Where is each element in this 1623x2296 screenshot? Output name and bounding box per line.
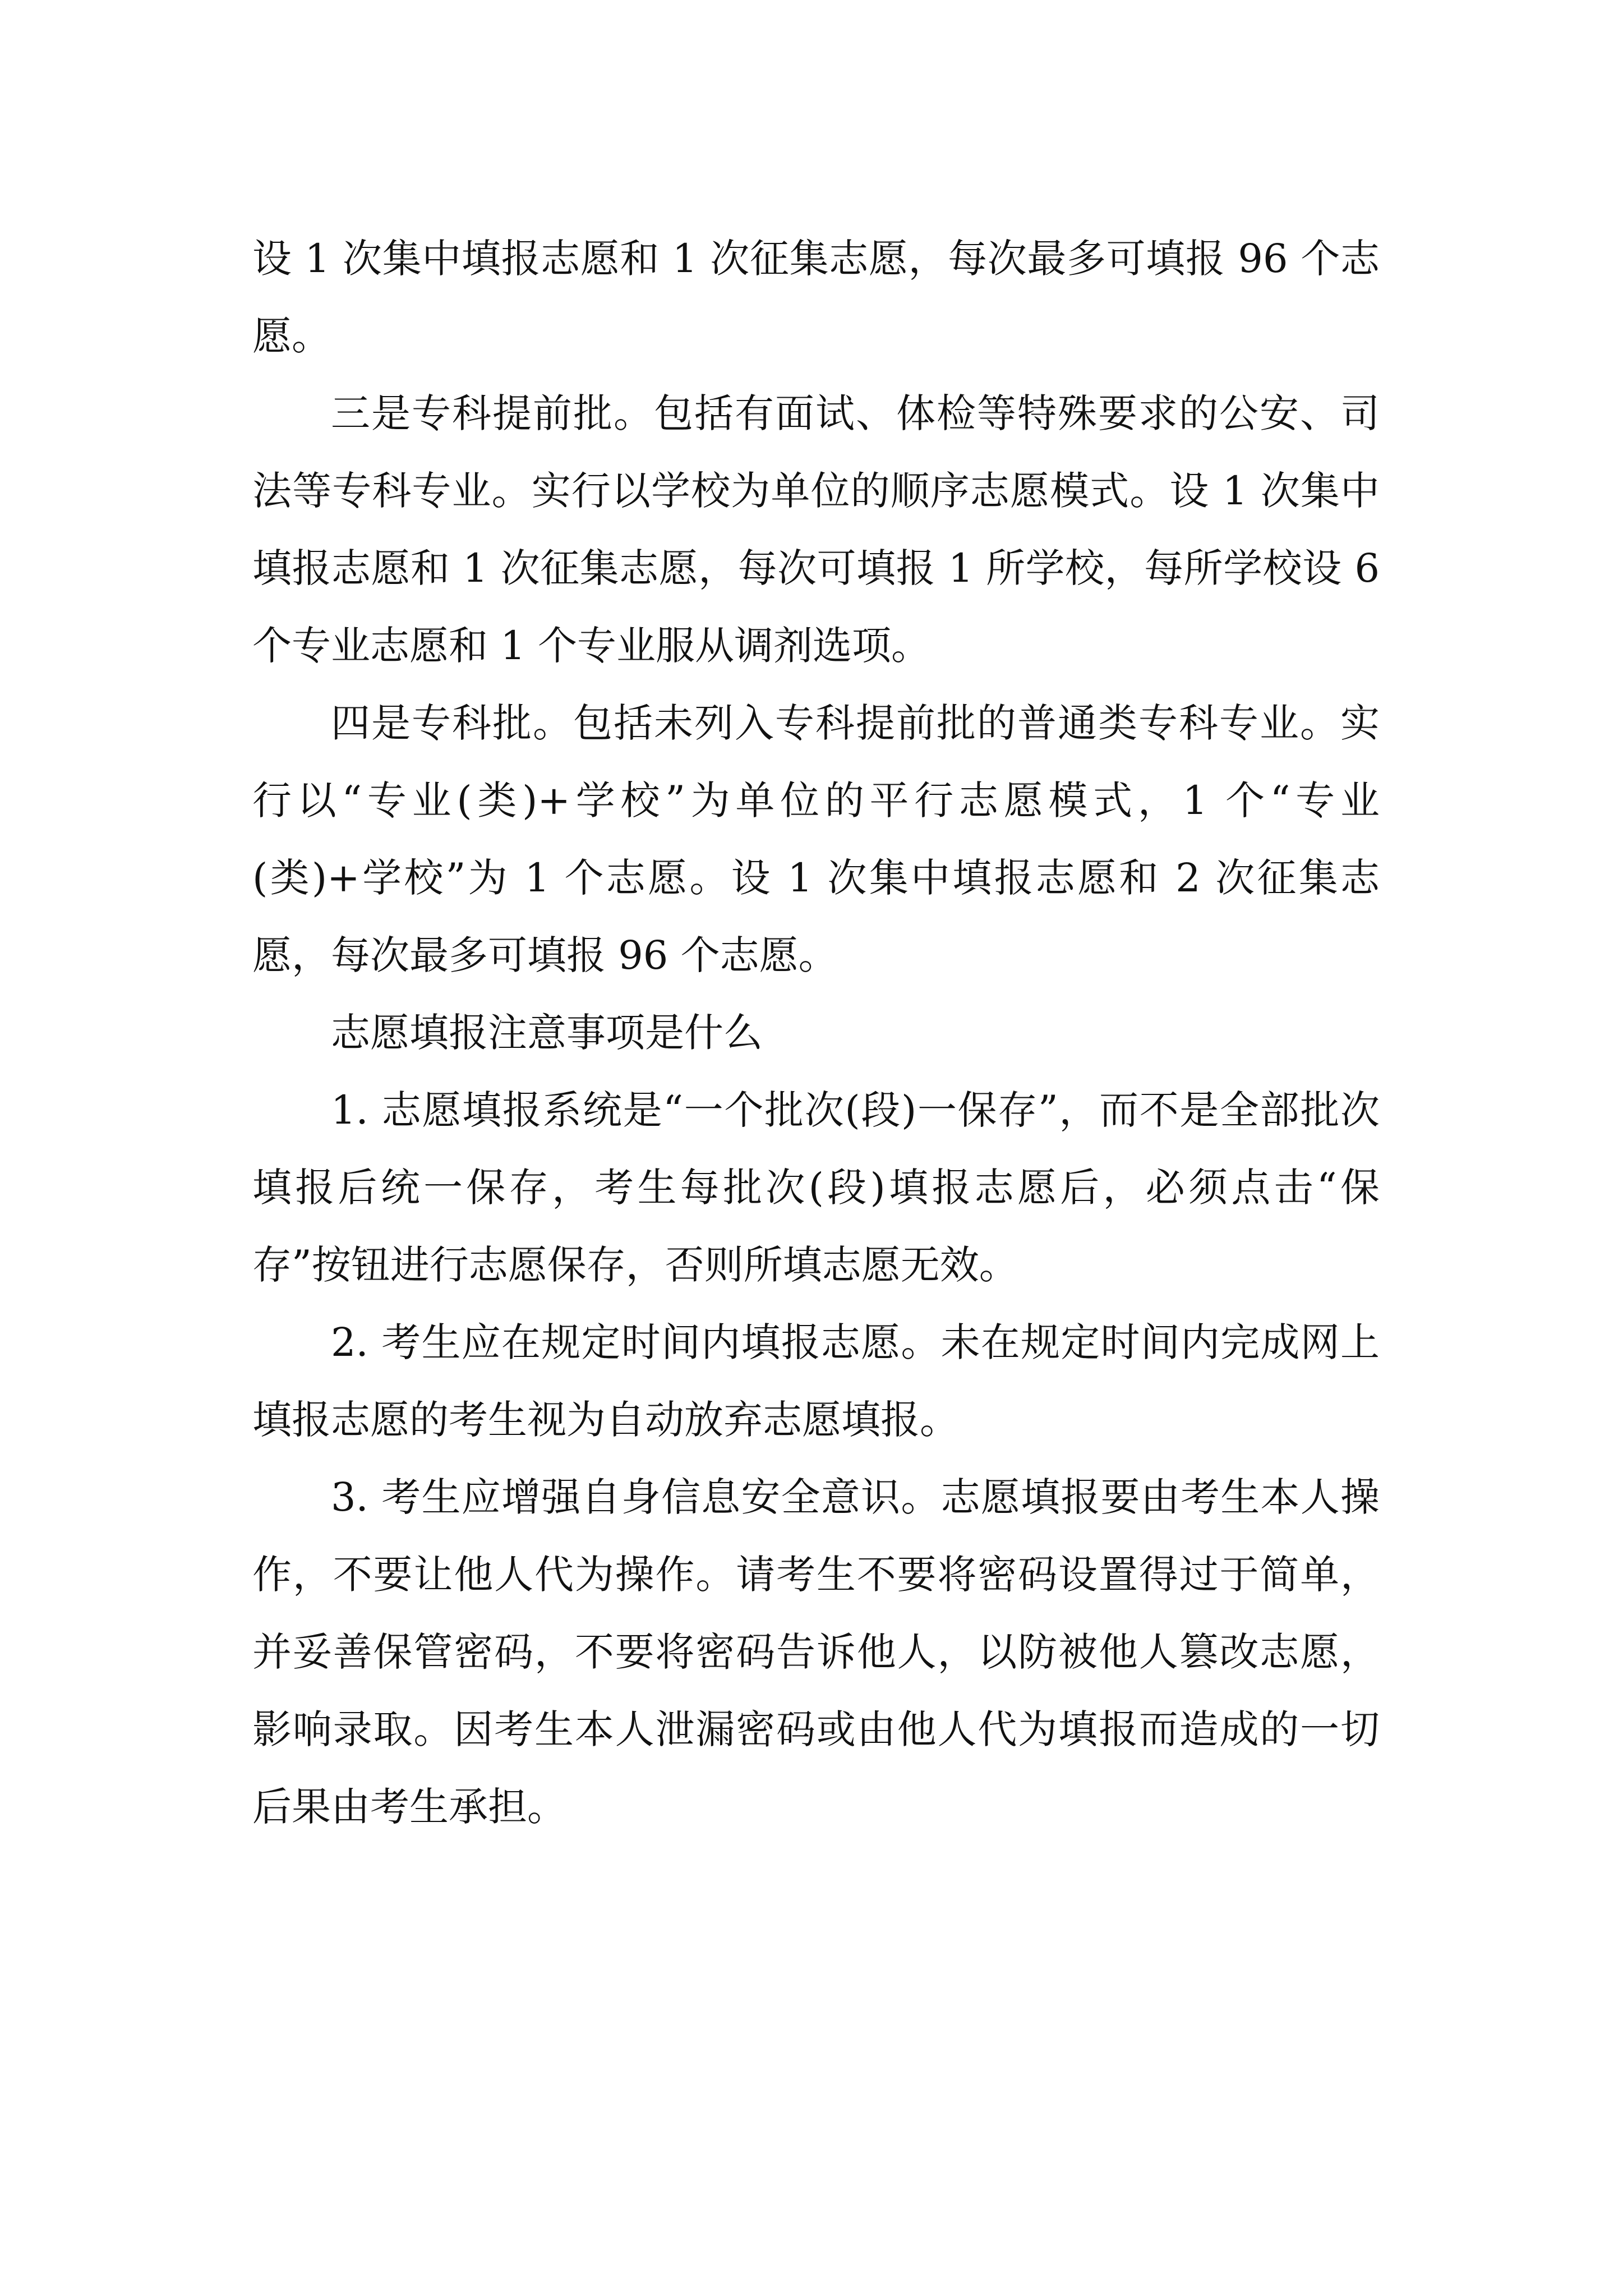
notice-item-3: 3. 考生应增强自身信息安全意识。志愿填报要由考生本人操作，不要让他人代为操作。请考生不要将密码设置得过于简单，并妥善保管密码，不要将密码告诉他人，以防被他人篡改志愿，影响录取。因考生本人泄漏密码或由他人代为填报而造成的一切后果由考生承担。 — [252, 1474, 1380, 1830]
notice-item-2: 2. 考生应在规定时间内填报志愿。未在规定时间内完成网上填报志愿的考生视为自动放弃志愿填报。 — [252, 1319, 1380, 1443]
paragraph-vocational-batch: 四是专科批。包括未列入专科提前批的普通类专科专业。实行以“专业(类)+学校”为单位的平行志愿模式，1 个“专业(类)+学校”为 1 个志愿。设 1 次集中填报志愿和 2 次征集志愿，每次最多可填报 96 个志愿。 — [252, 700, 1380, 978]
document-body — [252, 220, 1380, 1846]
section-heading: 志愿填报注意事项是什么 — [331, 1010, 763, 1056]
paragraph-vocational-early-batch: 三是专科提前批。包括有面试、体检等特殊要求的公安、司法等专科专业。实行以学校为单位的顺序志愿模式。设 1 次集中填报志愿和 1 次征集志愿，每次可填报 1 所学校，每所学校设 6 个专业志愿和 1 个专业服从调剂选项。 — [252, 390, 1380, 669]
notice-item-1: 1. 志愿填报系统是“一个批次(段)一保存”，而不是全部批次填报后统一保存，考生每批次(段)填报志愿后，必须点击“保存”按钮进行志愿保存，否则所填志愿无效。 — [252, 1087, 1380, 1288]
paragraph-continuation: 设 1 次集中填报志愿和 1 次征集志愿，每次最多可填报 96 个志愿。 — [252, 236, 1380, 359]
